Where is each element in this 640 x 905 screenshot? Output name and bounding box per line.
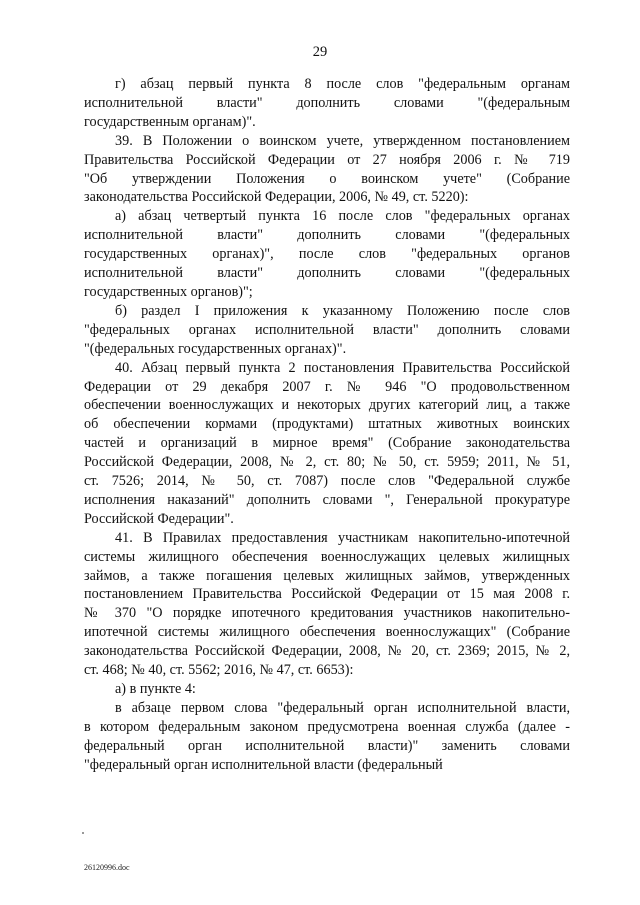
paragraph-p7 bbox=[84, 680, 570, 699]
text-line: "Об утверждении Положения о воинском учете" (Собрание bbox=[84, 170, 570, 187]
text-line: а) абзац четвертый пункта 16 после слов "федеральных органах bbox=[115, 208, 570, 225]
text-line: в котором федеральным законом предусмотрена военная служба (далее - bbox=[84, 718, 570, 735]
text-line: ст. 7526; 2014, № 50, ст. 7087) после слов "Федеральной службе bbox=[84, 473, 570, 490]
text-line: законодательства Российской Федерации, 2008, № 20, ст. 2369; 2015, № 2, bbox=[84, 643, 570, 660]
text-line: "федеральный орган исполнительной власти (федеральный bbox=[84, 756, 443, 773]
text-line: исполнительной власти" дополнить словами "(федеральных bbox=[84, 265, 570, 282]
text-line: законодательства Российской Федерации, 2006, № 49, ст. 5220): bbox=[84, 189, 469, 206]
text-line: Российской Федерации". bbox=[84, 510, 234, 527]
footer-filename: 26120996.doc bbox=[84, 863, 130, 872]
text-line: ст. 468; № 40, ст. 5562; 2016, № 47, ст. 6653): bbox=[84, 662, 354, 679]
text-line: государственных органов)"; bbox=[84, 283, 253, 300]
text-line: постановлением Правительства Российской Федерации от 15 мая 2008 г. bbox=[84, 586, 570, 603]
paragraph-p1 bbox=[84, 75, 570, 132]
page-number: 29 bbox=[312, 44, 328, 60]
text-line: займов, а также погашения целевых жилищных займов, утвержденных bbox=[84, 567, 570, 584]
paragraph-p5 bbox=[84, 359, 570, 529]
text-line: частей и организаций в мирное время" (Собрание законодательства bbox=[84, 435, 570, 452]
text-line: а) в пункте 4: bbox=[115, 681, 196, 697]
text-line: 39. В Положении о воинском учете, утвержденном постановлением bbox=[115, 132, 570, 149]
scan-mark bbox=[82, 832, 84, 834]
text-line: в абзаце первом слова "федеральный орган исполнительной власти, bbox=[115, 699, 570, 716]
paragraph-p4 bbox=[84, 302, 570, 359]
text-line: исполнительной власти" дополнить словами "(федеральных bbox=[84, 227, 570, 244]
text-line: обеспечении военнослужащих и некоторых других категорий лиц, а также bbox=[84, 397, 570, 414]
text-line: б) раздел I приложения к указанному Положению после слов bbox=[115, 302, 570, 319]
paragraph-p2 bbox=[84, 132, 570, 208]
text-line: "(федеральных государственных органах)". bbox=[84, 340, 347, 357]
paragraph-p8 bbox=[84, 699, 570, 775]
text-line: Правительства Российской Федерации от 27 ноября 2006 г. № 719 bbox=[84, 151, 570, 168]
text-line: исполнения наказаний" дополнить словами ", Генеральной прокуратуре bbox=[84, 491, 570, 508]
text-line: г) абзац первый пункта 8 после слов "федеральным органам bbox=[115, 76, 570, 92]
text-line: государственных органах)", после слов "федеральных органов bbox=[84, 246, 570, 263]
text-line: "федеральных органах исполнительной власти" дополнить словами bbox=[84, 321, 570, 338]
paragraph-p3 bbox=[84, 207, 570, 302]
text-line: 41. В Правилах предоставления участникам накопительно-ипотечной bbox=[115, 529, 570, 546]
text-line: 40. Абзац первый пункта 2 постановления Правительства Российской bbox=[115, 359, 570, 376]
text-line: № 370 "О порядке ипотечного кредитования участников накопительно- bbox=[84, 605, 570, 622]
paragraph-p6 bbox=[84, 529, 570, 680]
text-line: об обеспечении кормами (продуктами) штатных животных воинских bbox=[84, 416, 570, 433]
text-line: ипотечной системы жилищного обеспечения военнослужащих" (Собрание bbox=[84, 624, 570, 641]
text-line: Российской Федерации, 2008, № 2, ст. 80; № 50, ст. 5959; 2011, № 51, bbox=[84, 454, 570, 471]
text-line: государственным органам)". bbox=[84, 113, 256, 130]
document-body bbox=[84, 75, 570, 775]
text-line: исполнительной власти" дополнить словами "(федеральным bbox=[84, 94, 570, 111]
text-line: федеральный орган исполнительной власти)" заменить словами bbox=[84, 737, 570, 754]
text-line: Федерации от 29 декабря 2007 г. № 946 "О продовольственном bbox=[84, 378, 570, 395]
text-line: системы жилищного обеспечения военнослужащих целевых жилищных bbox=[84, 548, 570, 565]
